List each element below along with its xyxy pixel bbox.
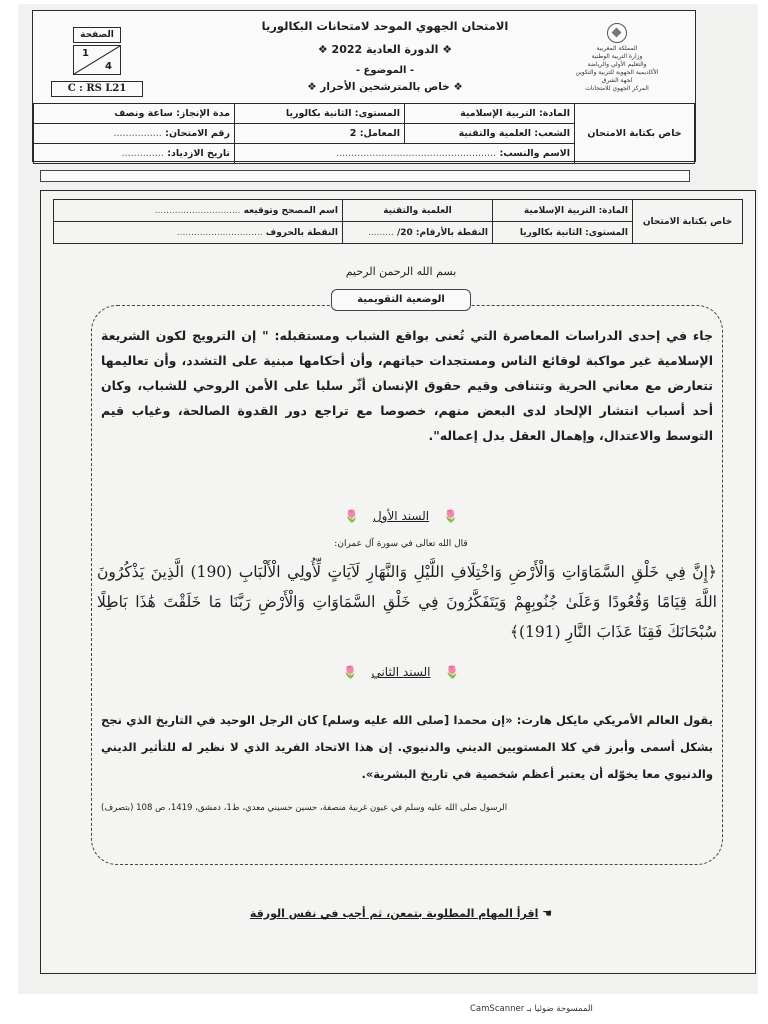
grader-cell[interactable]: اسم المصحح وتوقيعه .............................. (54, 200, 343, 222)
tulip-icon: 🌷 (342, 665, 358, 679)
logo-line: والتعليم الأولي والرياضة (587, 61, 647, 68)
page-divider-line (74, 46, 120, 74)
score-words-cell[interactable]: النقطة بالحروف .............................. (54, 222, 343, 244)
logo-line: الأكاديمية الجهوية للتربية والتكوين (575, 69, 659, 76)
subject-label: - الموضوع - (355, 65, 415, 76)
doc2-title: السند الثاني (371, 665, 431, 679)
logo-line: المركز الجهوي للامتحانات (585, 85, 649, 92)
instruction: ☚ اقرأ المهام المطلوبة بتمعن، ثم أجب في نفس الورقة (249, 907, 553, 920)
sheet-exam-only-cell: خاص بكتابة الامتحان (633, 200, 743, 244)
exam-session: ❖ الدورة العادية 2022 ❖ (317, 43, 453, 56)
answer-sheet (40, 190, 756, 974)
name-cell[interactable]: الاسم والنسب: ..................................................... (235, 144, 575, 164)
level-cell: المستوى: الثانية بكالوريا (235, 104, 405, 124)
page-label: الصفحة (73, 27, 121, 43)
sheet-branch-cell: العلمية والتقنية (343, 200, 493, 222)
header-info-grid (33, 103, 695, 164)
bismillah: بسم الله الرحمن الرحيم (345, 265, 457, 278)
subject-cell: المادة: التربية الإسلامية (405, 104, 575, 124)
page-total: 4 (105, 61, 112, 72)
emblem-icon (607, 23, 627, 43)
situation-title: الوضعية التقويمية (331, 289, 471, 311)
branch-cell: الشعب: العلمية والتقنية (405, 124, 575, 144)
exam-only-cell: خاص بكتابة الامتحان (575, 104, 695, 164)
cut-strip (40, 170, 690, 182)
pointer-icon: ☚ (542, 907, 553, 920)
logo-line: وزارة التربية الوطنية (591, 53, 643, 60)
doc1-title: السند الأول (372, 509, 430, 523)
doc1-heading (291, 509, 511, 523)
exam-title: الامتحان الجهوي الموحد لامتحانات البكالوريا (261, 19, 509, 33)
sheet-subject-cell: المادة: التربية الإسلامية (493, 200, 633, 222)
doc1-intro: قال الله تعالى في سورة آل عمران: (334, 539, 468, 549)
logo-line: لجهة الشرق (601, 77, 633, 84)
quran-verse: ﴿إِنَّ فِي خَلْقِ السَّمَاوَاتِ وَالْأَرْضِ وَاخْتِلَافِ اللَّيْلِ وَالنَّهَارِ لَآيَاتٍ لِّأُولِي الْأَلْبَابِ (190) الَّذِينَ يَذْكُرُونَ اللَّهَ قِيَامًا وَقُعُودًا وَعَلَىٰ جُنُوبِهِمْ وَيَتَفَكَّرُونَ فِي خَلْقِ السَّمَاوَاتِ وَالْأَرْضِ رَبَّنَا مَا خَلَقْتَ هَٰذَا بَاطِلًا سُبْحَانَكَ فَقِنَا عَذَابَ النَّارِ (191)﴾ (97, 563, 717, 641)
exam-code: C : RS L21 (51, 81, 143, 97)
birth-date-cell[interactable]: تاريخ الازدياد: .............. (34, 144, 235, 164)
page-current: 1 (82, 48, 89, 59)
ministry-logo (557, 23, 677, 92)
situation-text: جاء في إحدى الدراسات المعاصرة التي تُعنى بواقع الشباب ومستقبله: " إن الترويج لكون الشريعة الإسلامية غير مواكبة لوقائع الناس ومستجدات حياتهم، وأن أحكامها مبنية على التشدد، وأن تعاليمها تتعارض مع معاني الحرية وتتنافى وقيم حقوق الإنسان أثّر سلبا على الأمن الروحي للشباب، وكان أحد أسباب انتشار الإلحاد لدى البعض منهم، خصوصا مع تراجع دور القدوة الصالحة، وغياب قيم التوسط والاعتدال، وإهمال العقل بدل إعماله". (101, 328, 713, 443)
duration-cell: مدة الإنجاز: ساعة ونصف (34, 104, 235, 124)
candidates-label: ❖ خاص بالمترشحين الأحرار ❖ (307, 81, 463, 93)
exam-page (18, 4, 758, 994)
logo-line: المملكة المغربية (596, 45, 638, 52)
exam-number-cell[interactable]: رقم الامتحان: ................ (34, 124, 235, 144)
exam-header (32, 10, 696, 162)
score-digits-cell[interactable]: النقطة بالأرقام: 20/ ......... (343, 222, 493, 244)
tulip-icon: 🌷 (343, 509, 359, 523)
coefficient-cell: المعامل: 2 (235, 124, 405, 144)
page-number-box (73, 45, 121, 75)
tulip-icon: 🌷 (443, 509, 459, 523)
doc2-reference: الرسول صلى الله عليه وسلم في عيون غربية منصفة، حسين حسيني معدي، ط1، دمشق، 1419، ص 108 (بتصرف) (101, 803, 508, 813)
sheet-info-grid (53, 199, 743, 244)
doc2-heading (291, 665, 511, 679)
tulip-icon: 🌷 (444, 665, 460, 679)
sheet-level-cell: المستوى: الثانية بكالوريا (493, 222, 633, 244)
scanner-footer: الممسوحة ضوئيا بـ CamScanner (470, 1004, 593, 1014)
doc2-text: يقول العالم الأمريكي مايكل هارت: «إن محمدا [صلى الله عليه وسلم] كان الرجل الوحيد في التاريخ الذي نجح بشكل أسمى وأبرز في كلا المستويين الديني والدنيوي. إن هذا الاتحاد الفريد الذي لا نظير له للتأثير الديني والدنيوي معا يخوّله أن يعتبر أعظم شخصية في تاريخ البشرية». (101, 713, 713, 781)
